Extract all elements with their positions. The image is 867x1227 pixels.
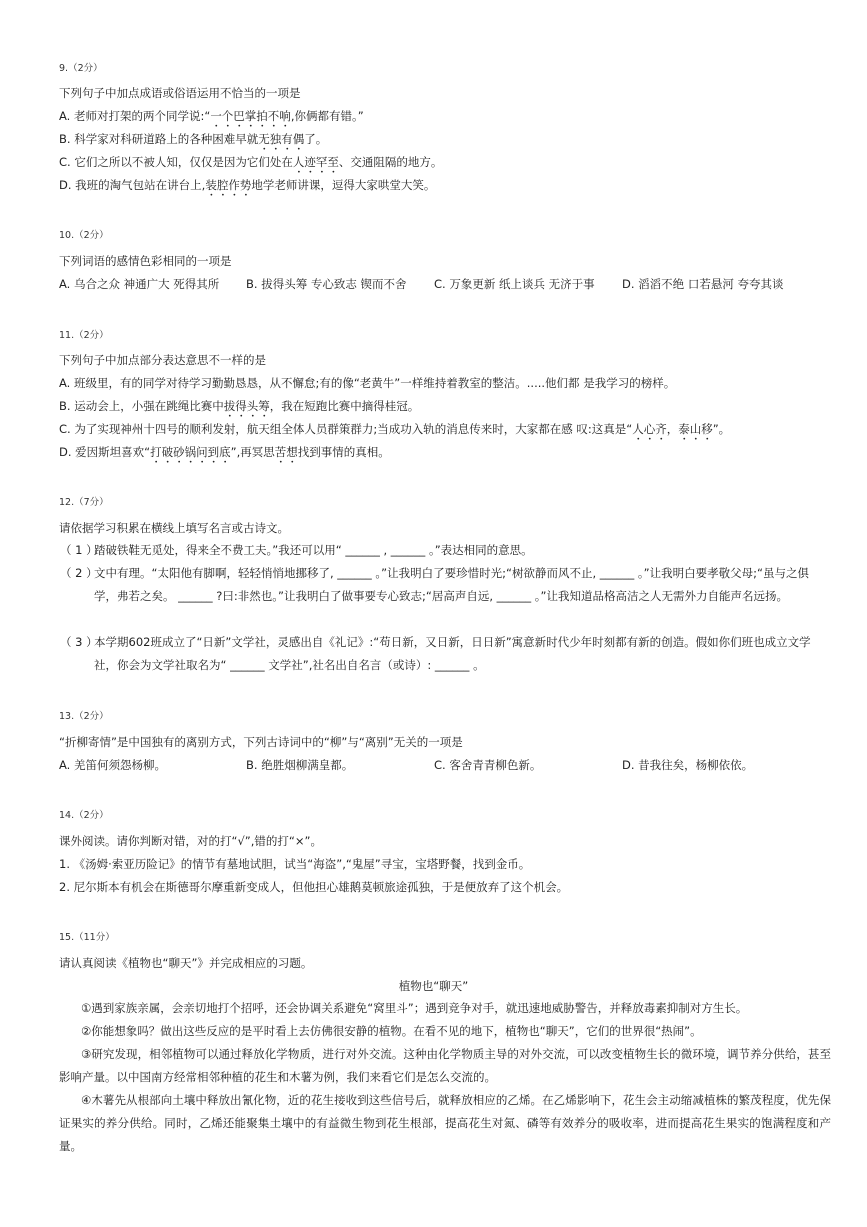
question-12-item-1: [60, 539, 830, 562]
question-12-item-2: [60, 562, 830, 608]
question-14-item-1: 1. 《汤姆·索亚历险记》的情节有墓地试胆，试当“海盗”,“鬼屋”寻宝，宝塔野餐，找到金币。: [59, 857, 531, 871]
question-11-option-a: A. 班级里，有的同学对待学习勤勤恳恳，从不懈怠;有的像“老黄牛”一样维持着教室的整洁。.....他们都 是我学习的榜样。: [59, 376, 676, 390]
passage-paragraph-1: ①遇到家族亲属，会亲切地打个招呼，还会协调关系避免“窝里斗”；遇到竞争对手，就迅速地威胁警告，并释放毒素抑制对方生长。: [81, 1001, 748, 1015]
question-13-stem: “折柳寄情”是中国独有的离别方式，下列古诗词中的“柳”与“离别”无关的一项是: [59, 735, 463, 749]
item-number: （ 2 ）: [60, 566, 98, 580]
passage-paragraph-2: ②你能想象吗？做出这些反应的是平时看上去仿佛很安静的植物。在看不见的地下，植物也“聊天”，它们的世界很“热闹”。: [81, 1024, 702, 1038]
question-12-stem: 请依据学习积累在横线上填写名言或古诗文。: [59, 521, 289, 535]
question-13-option-c: C. 客舍青青柳色新。: [434, 758, 542, 772]
passage-paragraph-3: ③研究发现，相邻植物可以通过释放化学物质，进行对外交流。这种由化学物质主导的对外交流，可以改变植物生长的微环境，调节养分供给，甚至影响产量。以中国南方经常相邻种植的花生和木薯为例，我们来看它们是怎么交流的。: [59, 1047, 831, 1084]
question-13-option-a: A. 羌笛何须怨杨柳。: [59, 758, 166, 772]
question-10-option-c: C. 万象更新 纸上谈兵 无济于事: [434, 277, 595, 291]
question-10-stem: 下列词语的感情色彩相同的一项是: [59, 254, 232, 268]
item-text: 文中有理。“太阳他有脚啊，轻轻悄悄地挪移了, ______ 。”让我明白了要珍惜时光;“树欲静而风不止, ______ 。”让我明白要孝敬父母;“虽与之俱学，弗若之矣。 ______ ?曰:非然也。”让我明白了做事要专心致志;“居高声自远, ______ 。”让我知道品格高洁之人无需外力自能声名远扬。: [94, 566, 809, 603]
item-number: （ 3 ）: [60, 635, 98, 649]
question-12-header: 12.（7分）: [59, 497, 109, 508]
question-14-stem: 课外阅读。请你判断对错，对的打“√”,错的打“×”。: [59, 834, 322, 848]
question-10-option-d: D. 滔滔不绝 口若悬河 夸夸其谈: [622, 277, 784, 291]
question-13-option-b: B. 绝胜烟柳满皇都。: [246, 758, 354, 772]
item-number: （ 1 ）: [60, 543, 98, 557]
question-11-option-b: B. 运动会上，小强在跳绳比赛中拔得头筹，我在短跑比赛中摘得桂冠。: [59, 399, 420, 413]
question-14-header: 14.（2分）: [59, 810, 109, 821]
question-9-option-c: C. 它们之所以不被人知，仅仅是因为它们处在人迹罕至、交通阻隔的地方。: [59, 155, 443, 169]
question-11-stem: 下列句子中加点部分表达意思不一样的是: [59, 353, 266, 367]
question-9-option-a: A. 老师对打架的两个同学说:“一个巴掌拍不响,你俩都有错。”: [59, 109, 364, 123]
item-text: 本学期602班成立了“日新”文学社，灵感出自《礼记》:“苟日新，又日新，日日新”寓意新时代少年时刻都有新的创造。假如你们班也成立文学社，你会为文学社取名为“ ______ 文学社”,社名出自名言（或诗）: ______ 。: [94, 635, 811, 672]
question-11-option-d: D. 爱因斯坦喜欢“打破砂锅问到底”,再冥思苦想找到事情的真相。: [59, 445, 390, 459]
question-15-stem: 请认真阅读《植物也“聊天”》并完成相应的习题。: [59, 956, 313, 970]
passage-title: 植物也“聊天”: [398, 979, 469, 993]
question-10-option-a: A. 乌合之众 神通广大 死得其所: [59, 277, 220, 291]
passage-paragraph-4: ④木薯先从根部向土壤中释放出氰化物，近的花生接收到这些信号后，就释放相应的乙烯。在乙烯影响下，花生会主动缩减植株的繁茂程度，优先保证果实的养分供给。同时，乙烯还能聚集土壤中的有益微生物到花生根部，提高花生对氮、磷等有效养分的吸收率，进而提高花生果实的饱满程度和产量。: [59, 1093, 831, 1153]
question-10-header: 10.（2分）: [59, 230, 109, 241]
item-text: 踏破铁鞋无觅处，得来全不费工夫。”我还可以用“ ______ , ______ 。”表达相同的意思。: [94, 543, 533, 557]
question-14-item-2: 2. 尼尔斯本有机会在斯德哥尔摩重新变成人，但他担心雄鹅莫顿旅途孤独，于是便放弃了这个机会。: [59, 880, 569, 894]
question-10-options: [59, 276, 839, 292]
question-13-header: 13.（2分）: [59, 711, 109, 722]
question-9-header: 9.（2分）: [59, 63, 103, 74]
question-10-option-b: B. 拔得头筹 专心致志 锲而不舍: [246, 277, 407, 291]
question-9-option-b: B. 科学家对科研道路上的各种困难早就无独有偶了。: [59, 132, 328, 146]
question-13-options: [59, 757, 839, 773]
question-15-header: 15.（11分）: [59, 932, 115, 943]
question-9-option-d: D. 我班的淘气包站在讲台上,装腔作势地学老师讲课，逗得大家哄堂大笑。: [59, 178, 436, 192]
question-12-item-3: [60, 631, 830, 677]
question-13-option-d: D. 昔我往矣，杨柳依依。: [622, 758, 754, 772]
question-11-header: 11.（2分）: [59, 330, 109, 341]
question-9-stem: 下列句子中加点成语或俗语运用不恰当的一项是: [59, 86, 301, 100]
question-11-option-c: C. 为了实现神州十四号的顺利发射，航天组全体人员群策群力;当成功入轨的消息传来时，大家都在感 叹:这真是“人心齐，泰山移”。: [59, 422, 731, 436]
